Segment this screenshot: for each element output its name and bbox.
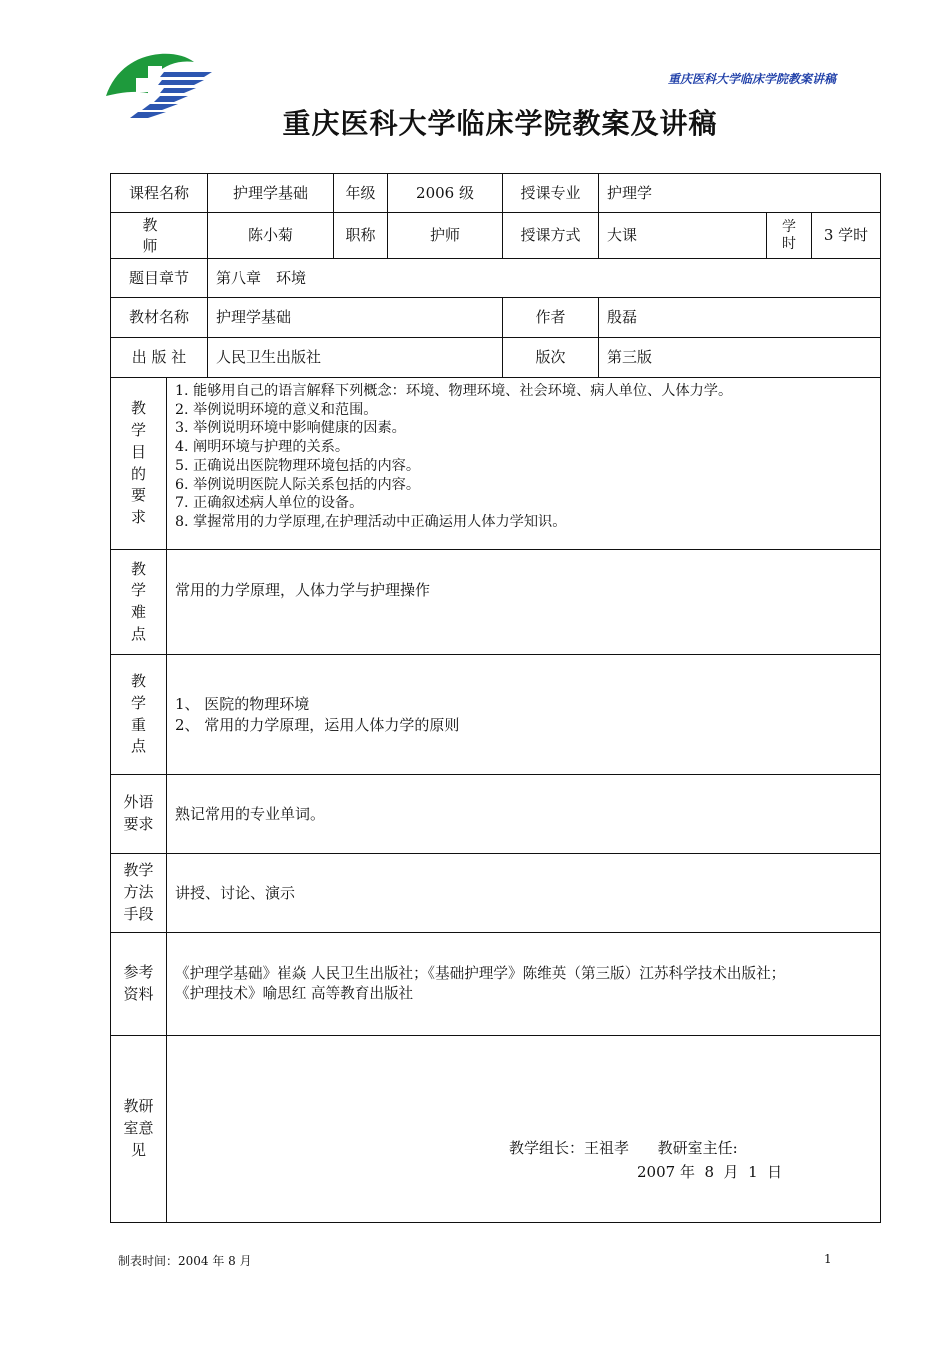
methods-label-line: 手段 — [123, 904, 154, 923]
references-label — [111, 933, 167, 1036]
references-label-line: 资料 — [123, 985, 154, 1003]
textbook-label: 教材名称 — [111, 298, 208, 338]
difficulties-value: 常用的力学原理，人体力学与护理操作 — [175, 581, 431, 599]
edition-value: 第三版 — [599, 338, 881, 378]
opinion-label-line: 见 — [130, 1140, 146, 1159]
textbook-row — [111, 298, 881, 338]
opinion-signature: 教学组长：王祖孝 教研室主任: — [509, 1139, 738, 1157]
key-points-label — [111, 655, 167, 775]
objectives-label — [111, 378, 167, 550]
opinion-date: 2007 年 8 月 1 日 — [637, 1163, 783, 1181]
edition-label: 版次 — [503, 338, 599, 378]
key-point-item: 1、 医院的物理环境 — [175, 695, 310, 714]
chapter-row — [111, 259, 881, 298]
rank-value: 护师 — [388, 213, 503, 259]
difficulties-label-char: 教 — [130, 559, 146, 578]
mode-label: 授课方式 — [503, 213, 599, 259]
opinion-content — [167, 1036, 881, 1223]
teacher-value: 陈小菊 — [208, 213, 334, 259]
rank-label: 职称 — [334, 213, 388, 259]
language-row — [111, 775, 881, 854]
key-points-label-char: 教 — [130, 672, 146, 690]
opinion-row — [111, 1036, 881, 1223]
difficulties-label — [111, 550, 167, 655]
grade-value: 2006 级 — [388, 174, 503, 213]
objective-item: 6. 举例说明医院人际关系包括的内容。 — [175, 476, 421, 493]
opinion-label-line: 室意 — [123, 1119, 154, 1138]
major-value: 护理学 — [599, 174, 881, 213]
chapter-label: 题目章节 — [111, 259, 208, 298]
key-points-label-char: 重 — [130, 715, 146, 734]
author-label: 作者 — [503, 298, 599, 338]
hours-label-1: 学 — [782, 218, 797, 235]
hours-label-2: 时 — [782, 235, 797, 252]
page-title: 重庆医科大学临床学院教案及讲稿 — [282, 107, 718, 140]
language-label-line: 要求 — [123, 815, 154, 833]
methods-label-line: 教学 — [123, 861, 154, 880]
difficulties-text — [167, 550, 881, 655]
objectives-label-char: 目 — [130, 442, 146, 461]
objectives-label-char: 求 — [130, 508, 146, 526]
grade-label: 年级 — [334, 174, 388, 213]
objectives-label-char: 教 — [130, 399, 146, 418]
publisher-row — [111, 338, 881, 378]
footer-made-time: 制表时间：2004 年 8 月 — [118, 1254, 252, 1268]
difficulties-label-char: 学 — [130, 581, 146, 600]
hours-value: 3 学时 — [812, 213, 881, 259]
hours-label — [767, 213, 812, 259]
objective-item: 1. 能够用自己的语言解释下列概念：环境、物理环境、社会环境、病人单位、人体力学。 — [175, 383, 733, 399]
key-point-item: 2、 常用的力学原理，运用人体力学的原则 — [175, 715, 460, 734]
objective-item: 7. 正确叙述病人单位的设备。 — [175, 495, 364, 512]
teacher-row — [111, 213, 881, 259]
author-value: 殷磊 — [599, 298, 881, 338]
course-name-label: 课程名称 — [111, 174, 208, 213]
course-name-value: 护理学基础 — [208, 174, 334, 213]
objectives-list — [167, 378, 881, 550]
textbook-value: 护理学基础 — [208, 298, 503, 338]
chapter-value: 第八章 环境 — [208, 259, 881, 298]
opinion-label-line: 教研 — [123, 1097, 154, 1116]
course-row — [111, 174, 881, 213]
language-label-line: 外语 — [123, 793, 154, 812]
reference-line: 《护理技术》喻思红 高等教育出版社 — [175, 985, 414, 1002]
objective-item: 3. 举例说明环境中影响健康的因素。 — [175, 420, 406, 437]
key-points-label-char: 学 — [130, 693, 146, 712]
reference-line: 《护理学基础》崔焱 人民卫生出版社；《基础护理学》陈维英（第三版）江苏科学技术出版社； — [175, 965, 786, 983]
objectives-label-char: 的 — [130, 464, 146, 483]
key-points-label-char: 点 — [130, 737, 146, 756]
page-number: 1 — [824, 1252, 832, 1266]
lesson-plan-table — [110, 173, 881, 1223]
difficulties-row — [111, 550, 881, 655]
mode-value: 大课 — [599, 213, 767, 259]
objectives-label-char: 要 — [130, 486, 146, 505]
publisher-value: 人民卫生出版社 — [208, 338, 503, 378]
objectives-label-char: 学 — [130, 421, 146, 439]
language-label — [111, 775, 167, 854]
objective-item: 2. 举例说明环境的意义和范围。 — [175, 401, 378, 418]
major-label: 授课专业 — [503, 174, 599, 213]
difficulties-label-char: 点 — [130, 624, 146, 643]
key-points-list — [167, 655, 881, 775]
key-points-row — [111, 655, 881, 775]
opinion-label — [111, 1036, 167, 1223]
language-text: 熟记常用的专业单词。 — [167, 775, 881, 854]
methods-label — [111, 854, 167, 933]
objective-item: 4. 阐明环境与护理的关系。 — [175, 439, 350, 456]
header-tag: 重庆医科大学临床学院教案讲稿 — [667, 72, 836, 86]
references-row — [111, 933, 881, 1036]
objective-item: 5. 正确说出医院物理环境包括的内容。 — [175, 457, 421, 474]
objective-item: 8. 掌握常用的力学原理,在护理活动中正确运用人体力学知识。 — [175, 514, 567, 531]
difficulties-label-char: 难 — [130, 603, 146, 621]
teacher-label: 教 师 — [111, 213, 208, 259]
references-label-line: 参考 — [123, 963, 154, 982]
references-list — [167, 933, 881, 1036]
objectives-row — [111, 378, 881, 550]
methods-label-line: 方法 — [123, 883, 154, 902]
methods-text: 讲授、讨论、演示 — [167, 854, 881, 933]
methods-row — [111, 854, 881, 933]
publisher-label: 出 版 社 — [111, 338, 208, 378]
